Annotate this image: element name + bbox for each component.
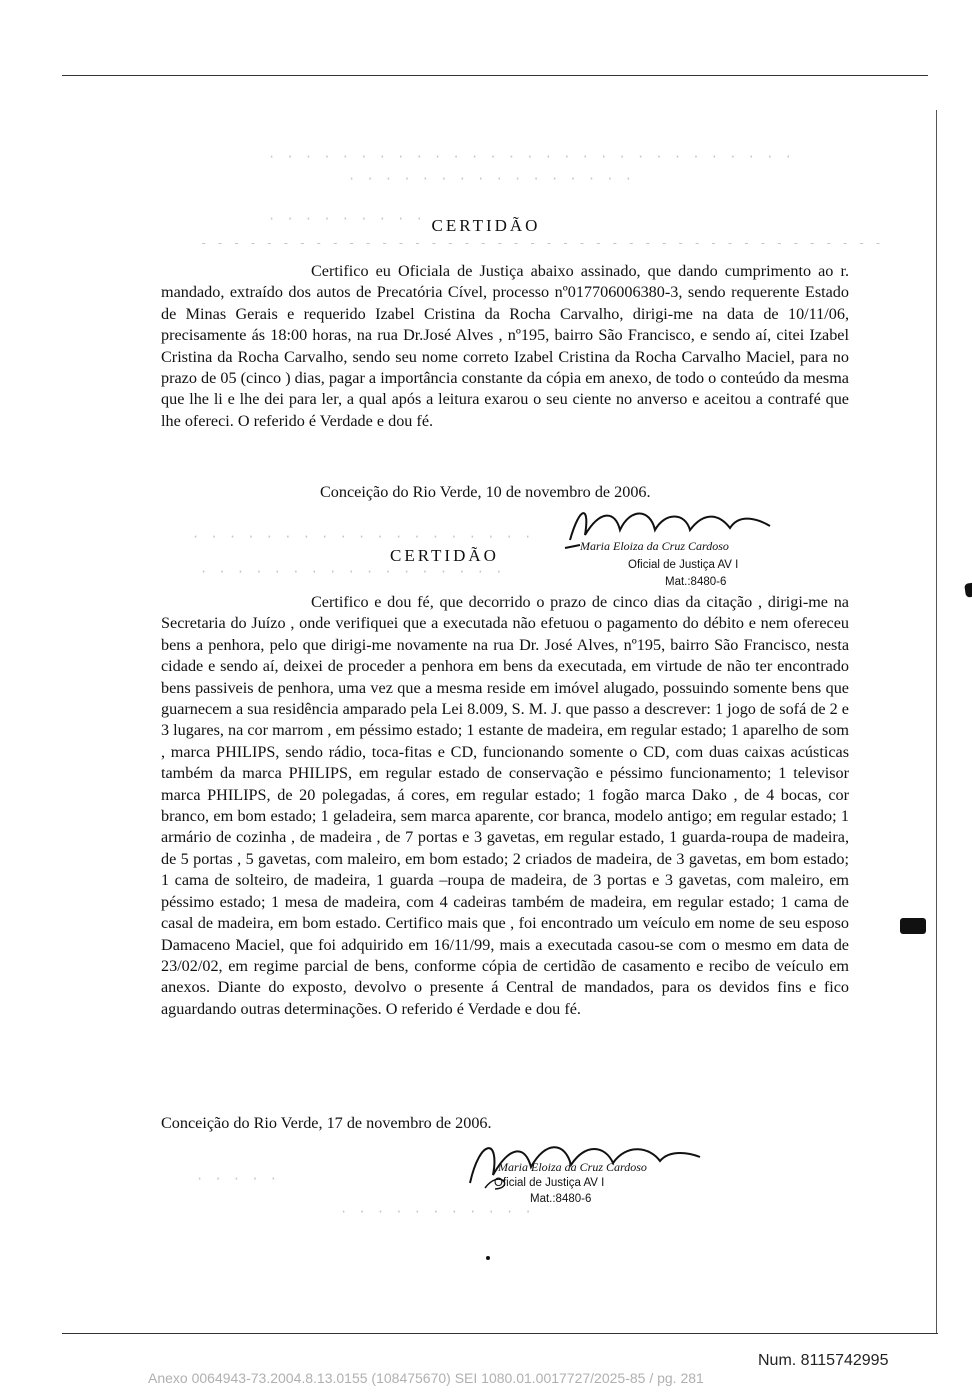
- bleed-through-noise: · · · · ·: [196, 1172, 280, 1186]
- stamp-role-1: Oficial de Justiça AV I: [628, 559, 739, 571]
- top-rule: [62, 75, 928, 76]
- certidao-title-1: CERTIDÃO: [431, 216, 541, 235]
- date-line-1: Conceição do Rio Verde, 10 de novembro de 2006.: [320, 483, 651, 501]
- signature-name-1: Maria Eloiza da Cruz Cardoso: [580, 539, 729, 553]
- annex-watermark: Anexo 0064943-73.2004.8.13.0155 (108475670) SEI 1080.01.0017727/2025-85 / pg. 281: [148, 1370, 704, 1386]
- scan-dot: [486, 1256, 490, 1260]
- bleed-through-noise: · · · · · · · · · · ·: [340, 1205, 534, 1219]
- signature-name-2: Maria Eloiza da Cruz Cardoso: [498, 1160, 647, 1174]
- bottom-rule: [62, 1333, 938, 1334]
- scan-blot: [964, 580, 972, 597]
- date-line-2: Conceição do Rio Verde, 17 de novembro de 2006.: [161, 1114, 492, 1132]
- stamp-mat-2: Mat.:8480-6: [530, 1193, 592, 1205]
- bleed-through-noise: · · · · · · · · · · · · · · · · · · · · · · · · · · · · ·: [268, 150, 794, 164]
- right-rule: [936, 110, 937, 1334]
- certidao-paragraph-1: Certifico eu Oficiala de Justiça abaixo assinado, que dando cumprimento ao r. mandado, extraído dos autos de Precatória Cível, processo nº017706006380-3, sendo requerente Estado de Minas Gerais e requerido Izabel Cristina da Rocha Carvalho, dirigi-me na data de 10/11/06, precisamente ás 18:00 horas, na rua Dr.José Alves , nº195, bairro São Francisco, e sendo aí, citei Izabel Cristina da Rocha Carvalho, sendo seu nome correto Izabel Cristina da Rocha Carvalho Maciel, para no prazo de 05 (cinco ) dias, pagar a importância constante da cópia em anexo, de todo o conteúdo da mesma que lhe li e lhe dei para ler, a qual após a leitura exarou o seu ciente no anverso e aceitou a contrafé que lhe ofereci. O referido é Verdade e dou fé.: [161, 262, 849, 430]
- stamp-role-2: Oficial de Justiça AV I: [494, 1177, 605, 1189]
- scan-blot: [900, 918, 926, 934]
- certidao-paragraph-2: Certifico e dou fé, que decorrido o prazo de cinco dias da citação , dirigi-me na Secretaria do Juízo , onde verifiquei que a executada não efetuou o pagamento do débito e nem ofereceu bens a penhora, pelo que dirigi-me novamente na rua Dr. José Alves, nº195, bairro São Francisco, nesta cidade e sendo aí, deixei de proceder a penhora em bens da executada, em virtude de não ter encontrado bens passiveis de penhora, uma vez que a mesma reside em imóvel alugado, possuindo somente bens que guarnecem a sua residência amparado pela Lei 8.009, S. M. J. que passo a descrever: 1 jogo de sofá de 2 e 3 lugares, na cor marrom , em péssimo estado; 1 estante de madeira, em regular estado; 1 aparelho de som , marca PHILIPS, sendo rádio, toca-fitas e CD, funcionando somente o CD, com duas caixas acústicas também da marca PHILIPS, em regular estado de conservação e péssimo funcionamento; 1 televisor marca PHILIPS, de 20 polegadas, á cores, em regular estado; 1 fogão marca Dako , de 4 bocas, cor branco, em bom estado; 1 geladeira, sem marca aparente, cor branca, modelo antigo; em regular estado; 1 armário de cozinha , de madeira , de 7 portas e 3 gavetas, em regular estado, 1 guarda-roupa de madeira, de 5 portas , 5 gavetas, com maleiro, em bom estado; 2 criados de madeira, de 3 gavetas, em bom estado; 1 cama de solteiro, de madeira, 1 guarda –roupa de madeira, de 3 portas e 3 gavetas, com maleiro, em péssimo estado; 1 mesa de madeira, com 4 cadeiras também de madeira, em regular estado; 1 cama de casal de madeira, em bom estado. Certifico mais que , foi encontrado um veículo em nome de seu esposo Damaceno Maciel, que foi adquirido em 16/11/99, mais a executada casou-se com o mesmo em data de 23/02/02, em regime parcial de bens, conforme cópia de certidão de casamento e recibo de veículo em anexos. Diante do exposto, devolvo o presente á Central de mandados, para os devidos fins e fico aguardando outras determinações. O referido é Verdade e dou fé.: [161, 593, 849, 1018]
- stamp-mat-1: Mat.:8480-6: [665, 576, 727, 588]
- bleed-through-noise: · · · · · · · · · · · · · · · · · · ·: [192, 530, 534, 544]
- bleed-through-noise: · · · · · · · · ·: [268, 212, 425, 226]
- bleed-through-noise: · · · · · · · · · · · · · · · ·: [348, 172, 634, 186]
- document-number: Num. 8115742995: [758, 1352, 889, 1369]
- bleed-through-noise: · · · · · · · · · · · · · · · · ·: [200, 565, 505, 579]
- bleed-through-noise: - - - - - - - - - - - - - - - - - - - - - - - - - - - - - - - - - - - - - - - - - -: [200, 236, 883, 250]
- certidao-title-2: CERTIDÃO: [390, 546, 499, 565]
